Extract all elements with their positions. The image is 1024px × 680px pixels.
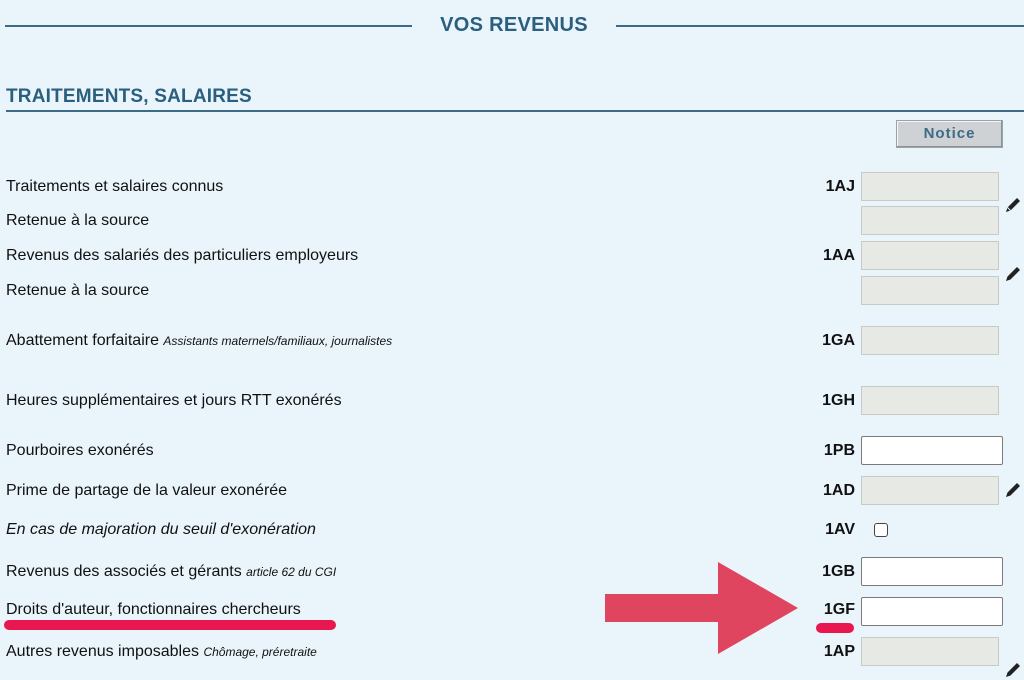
form-row-1aa: [0, 241, 1024, 277]
checkbox-1av[interactable]: [874, 523, 888, 537]
row-label: Prime de partage de la valeur exonérée: [6, 482, 288, 499]
row-code: 1AJ: [825, 178, 855, 195]
row-code: 1AA: [822, 247, 855, 264]
amount-input-1aj[interactable]: [861, 172, 999, 201]
annotation-underline-code: [816, 623, 854, 633]
row-label: Retenue à la source: [6, 212, 150, 229]
row-label-note: Assistants maternels/familiaux, journalistes: [163, 334, 393, 348]
row-label-text: Abattement forfaitaire: [6, 332, 159, 349]
row-code: 1AV: [825, 521, 855, 538]
form-row-retenue-2: [0, 276, 1024, 312]
form-row-1av: [0, 520, 1024, 556]
annotation-underline-label: [4, 620, 336, 630]
row-label-note: Chômage, préretraite: [203, 645, 317, 659]
amount-input-1aa[interactable]: [861, 241, 999, 270]
form-row-1gb: [0, 557, 1024, 593]
row-label: Retenue à la source: [6, 282, 150, 299]
amount-input-1gf[interactable]: [861, 597, 1003, 626]
notice-button[interactable]: Notice: [896, 120, 1003, 148]
row-code: 1AD: [822, 482, 855, 499]
row-label-text: Revenus des associés et gérants: [6, 563, 242, 580]
row-code: 1GB: [822, 563, 855, 580]
divider-right: [616, 25, 1024, 27]
arrow-icon: [600, 562, 800, 654]
row-code: 1GH: [822, 392, 855, 409]
section-title: VOS REVENUS: [440, 14, 588, 36]
row-label-note: article 62 du CGI: [246, 565, 337, 579]
row-label: Heures supplémentaires et jours RTT exonérés: [6, 392, 342, 409]
row-label: Revenus des salariés des particuliers employeurs: [6, 247, 359, 264]
row-code: 1GF: [823, 601, 855, 618]
row-code: 1AP: [823, 643, 855, 660]
row-label: Traitements et salaires connus: [6, 178, 224, 195]
row-code: 1PB: [823, 442, 855, 459]
pencil-icon[interactable]: [1003, 480, 1023, 500]
subsection-header: [6, 86, 1024, 112]
form-row-1aj: [0, 172, 1024, 208]
divider-left: [5, 25, 412, 27]
amount-input-1pb[interactable]: [861, 436, 1003, 465]
subsection-title: TRAITEMENTS, SALAIRES: [6, 86, 252, 107]
form-row-retenue-1: [0, 206, 1024, 242]
row-label: Droits d'auteur, fonctionnaires chercheurs: [6, 601, 301, 618]
row-code: 1GA: [822, 332, 855, 349]
form-row-1gh: [0, 386, 1024, 422]
row-label: [6, 642, 317, 662]
pencil-icon[interactable]: [1003, 660, 1023, 680]
form-row-1ga: [0, 326, 1024, 362]
amount-input-retenue-1[interactable]: [861, 206, 999, 235]
row-label-text: Autres revenus imposables: [6, 643, 199, 660]
amount-input-1ad[interactable]: [861, 476, 999, 505]
amount-input-1gb[interactable]: [861, 557, 1003, 586]
amount-input-retenue-2[interactable]: [861, 276, 999, 305]
amount-input-1ap[interactable]: [861, 637, 999, 666]
form-row-1pb: [0, 436, 1024, 472]
amount-input-1gh[interactable]: [861, 386, 999, 415]
row-label: Pourboires exonérés: [6, 442, 154, 459]
pencil-icon[interactable]: [1003, 264, 1023, 284]
section-header: [0, 8, 1024, 44]
form-row-1ad: [0, 476, 1024, 512]
amount-input-1ga[interactable]: [861, 326, 999, 355]
pencil-icon[interactable]: [1003, 195, 1023, 215]
form-row-1ap: [0, 637, 1024, 673]
row-label: [6, 331, 392, 351]
row-label: [6, 562, 336, 582]
row-label: En cas de majoration du seuil d'exonération: [6, 521, 316, 538]
